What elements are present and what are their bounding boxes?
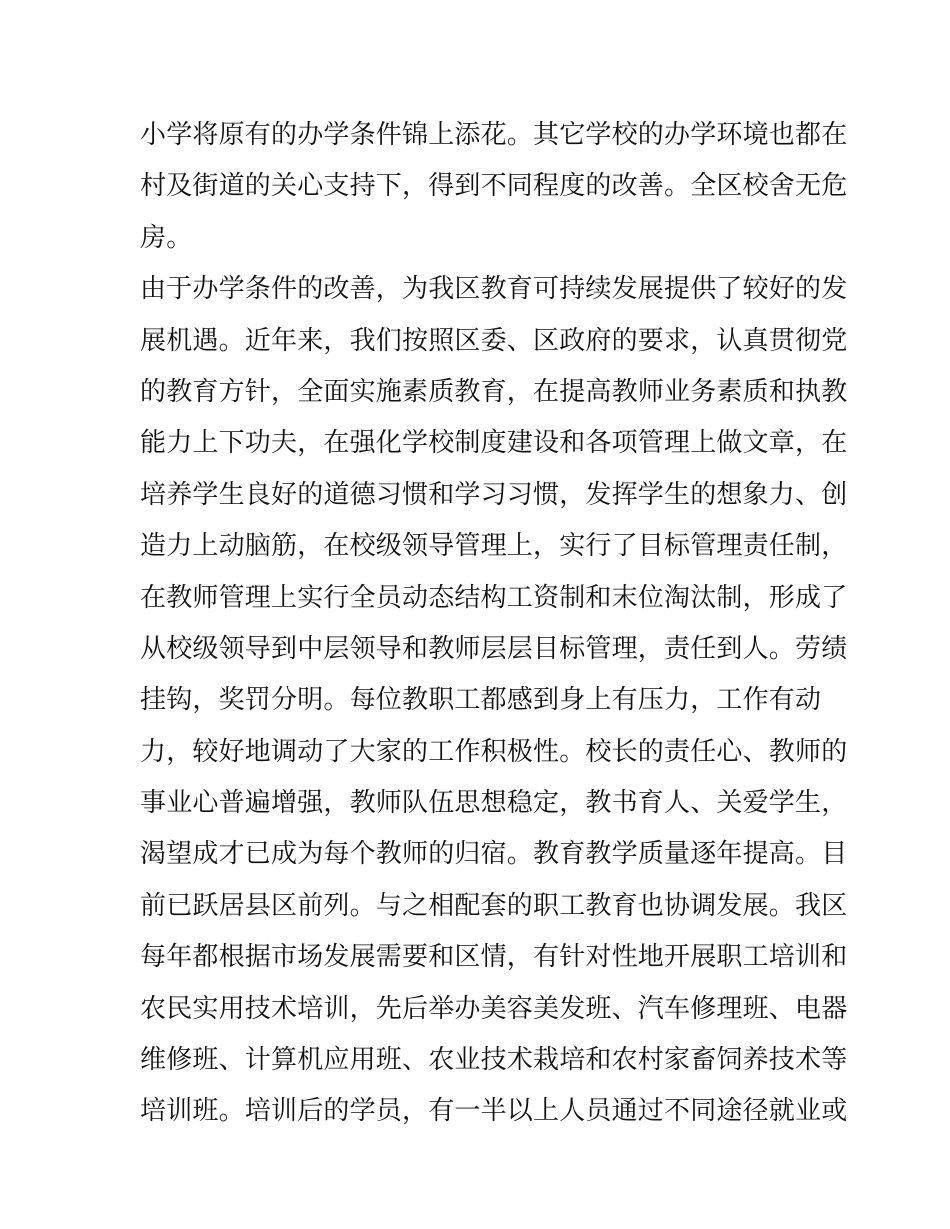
- text-line: 挂钩，奖罚分明。每位教职工都感到身上有压力，工作有动: [140, 685, 822, 716]
- text-line: 小学将原有的办学条件锦上添花。其它学校的办学环境也都在: [140, 120, 848, 150]
- body-text: [140, 110, 848, 1138]
- text-line: 每年都根据市场发展需要和区情，有针对性地开展职工培训和: [140, 942, 848, 973]
- text-line: 村及街道的关心支持下，得到不同程度的改善。全区校舍无危: [140, 171, 848, 202]
- text-line: 培养学生良好的道德习惯和学习习惯，发挥学生的想象力、创: [140, 479, 848, 510]
- text-line: 培训班。培训后的学员，有一半以上人员通过不同途径就业或: [140, 1096, 848, 1127]
- text-line: 造力上动脑筋，在校级领导管理上，实行了目标管理责任制，: [140, 531, 848, 562]
- text-line: 前已跃居县区前列。与之相配套的职工教育也协调发展。我区: [140, 890, 848, 921]
- text-line: 从校级领导到中层领导和教师层层目标管理，责任到人。劳绩: [140, 633, 848, 664]
- text-line: 力，较好地调动了大家的工作积极性。校长的责任心、教师的: [140, 736, 848, 767]
- text-line: 展机遇。近年来，我们按照区委、区政府的要求，认真贯彻党: [140, 325, 848, 356]
- text-line: 房。: [140, 222, 193, 253]
- text-line: 农民实用技术培训，先后举办美容美发班、汽车修理班、电器: [140, 993, 848, 1024]
- text-line: 渴望成才已成为每个教师的归宿。教育教学质量逐年提高。目: [140, 839, 848, 870]
- text-line: 由于办学条件的改善，为我区教育可持续发展提供了较好的发: [140, 274, 848, 305]
- text-line: 能力上下功夫，在强化学校制度建设和各项管理上做文章，在: [140, 428, 848, 459]
- text-line: 的教育方针，全面实施素质教育，在提高教师业务素质和执教: [140, 376, 848, 407]
- text-line: 事业心普遍增强，教师队伍思想稳定，教书育人、关爱学生，: [140, 788, 848, 819]
- text-line: 在教师管理上实行全员动态结构工资制和末位淘汰制，形成了: [140, 582, 848, 613]
- text-line: 维修班、计算机应用班、农业技术栽培和农村家畜饲养技术等: [140, 1045, 848, 1076]
